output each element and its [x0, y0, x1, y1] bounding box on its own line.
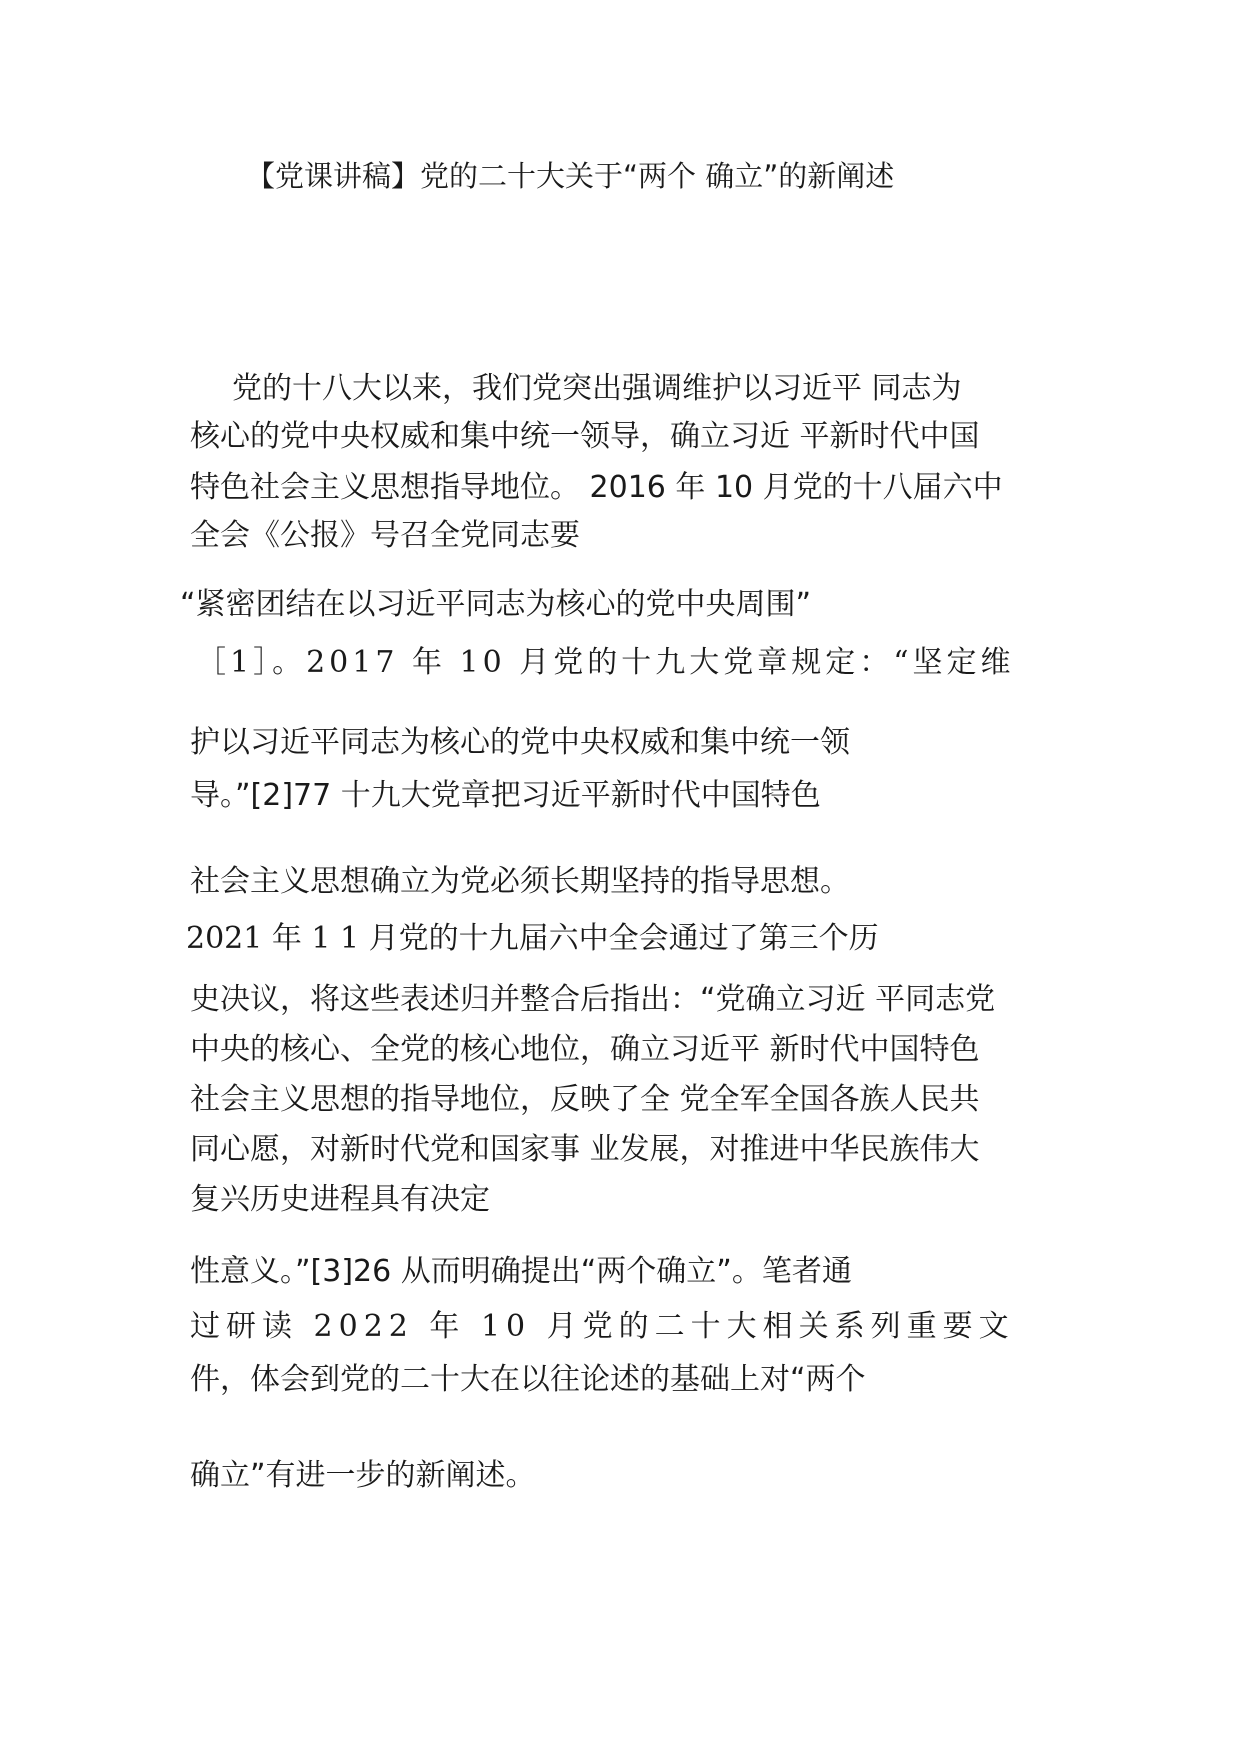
paragraph-line: 史决议，将这些表述归并整合后指出：“党确立习近 平同志党: [190, 982, 996, 1017]
paragraph-line: “紧密团结在以习近平同志为核心的党中央周围”: [180, 587, 812, 622]
paragraph-line: 核心的党中央权威和集中统一领导，确立习近 平新时代中国: [190, 419, 980, 454]
paragraph-line: 性意义。”[3]26 从而明确提出“两个确立”。笔者通: [190, 1254, 852, 1289]
document-title: 【党课讲稿】党的二十大关于“两个 确立”的新阐述: [246, 159, 895, 193]
paragraph-line: 社会主义思想的指导地位，反映了全 党全军全国各族人民共: [190, 1082, 980, 1117]
paragraph-line: 复兴历史进程具有决定: [190, 1182, 490, 1217]
paragraph-line: 导。”[2]77 十九大党章把习近平新时代中国特色: [190, 778, 821, 813]
paragraph-line: 确立”有进一步的新阐述。: [190, 1458, 536, 1493]
paragraph-line: 党的十八大以来，我们党突出强调维护以习近平 同志为: [232, 371, 962, 406]
paragraph-line: 同心愿，对新时代党和国家事 业发展，对推进中华民族伟大: [190, 1132, 980, 1167]
paragraph-line: ［1］。2017 年 10 月党的十九大党章规定：“坚定维: [196, 645, 1015, 680]
paragraph-line: 过研读 2022 年 10 月党的二十大相关系列重要文: [190, 1309, 1015, 1344]
paragraph-line: 特色社会主义思想指导地位。 2016 年 10 月党的十八届六中: [190, 470, 1003, 505]
paragraph-line: 社会主义思想确立为党必须长期坚持的指导思想。: [190, 864, 850, 899]
paragraph-line: 中央的核心、全党的核心地位，确立习近平 新时代中国特色: [190, 1032, 980, 1067]
paragraph-line: 2021 年 1 1 月党的十九届六中全会通过了第三个历: [186, 921, 879, 956]
paragraph-line: 护以习近平同志为核心的党中央权威和集中统一领: [190, 725, 850, 760]
paragraph-line: 全会《公报》号召全党同志要: [190, 518, 580, 553]
paragraph-line: 件，体会到党的二十大在以往论述的基础上对“两个: [190, 1362, 866, 1397]
